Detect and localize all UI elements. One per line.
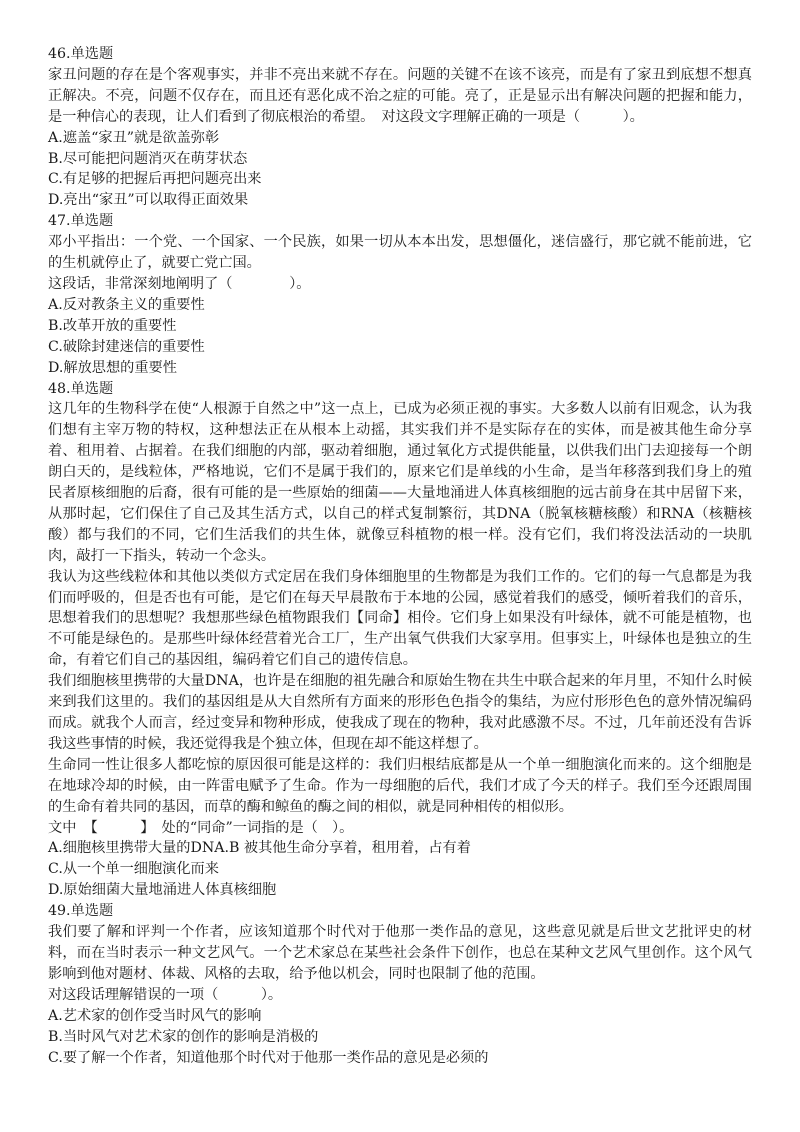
question-prompt: 这段话，非常深刻地阐明了（ ）。 <box>48 275 311 292</box>
passage-paragraph-1: 这几年的生物科学在使“人根源于自然之中”这一点上，已成为必须正视的事实。大多数人以前有旧观念，认为我们想有主宰万物的特权，这种想法正在从根本上动摇，其实我们并不是实际存在的实体，而是被其他生命分享着、租用着、占据着。在我们细胞的内部，驱动着细胞，通过氧化方式提供能量，以供我们出门去迎接每一个朗朗白天的，是线粒体，严格地说，它们不是属于我们的，原来它们是单线的小生命，是当年移落到我们身上的殖民者原核细胞的后裔，很有可能的是一些原始的细菌——大量地涌进人体真核细胞的远古前身在其中居留下来，从那时起，它们保住了自己及其生活方式，以自己的样式复制繁衍，其DNA（脱氧核糖核酸）和RNA（核糖核酸）都与我们的不同，它们生活我们的共生体，就像豆科植物的根一样。没有它们，我们将没法活动的一块肌肉，敲打一下指头，转动一个念头。 <box>48 401 752 564</box>
option-c: C.要了解一个作者，知道他那个时代对于他那一类作品的意见是必须的 <box>48 1049 489 1066</box>
passage-paragraph-3: 我们细胞核里携带的大量DNA，也许是在细胞的祖先融合和原始生物在共生中联合起来的年月里，不知什么时候来到我们这里的。我们的基因组是从大自然所有方面来的形形色色指令的集结，为应付形形色色的意外情况编码而成。就我个人而言，经过变异和物种形成，使我成了现在的物种，我对此感激不尽。不过，几年前还没有告诉我这些事情的时候，我还觉得我是个独立体，但现在却不能这样想了。 <box>48 673 752 752</box>
question-stem: 我们要了解和评判一个作者，应该知道那个时代对于他那一类作品的意见，这些意见就是后世文艺批评史的材料，而在当时表示一种文艺风气。一个艺术家总在某些社会条件下创作，也总在某种文艺风气里创作。这个风气影响到他对题材、体裁、风格的去取，给予他以机会，同时也限制了他的范围。 <box>48 924 752 982</box>
option-d: D.解放思想的重要性 <box>48 359 177 376</box>
passage-paragraph-4: 生命同一性让很多人都吃惊的原因很可能是这样的：我们归根结底都是从一个单一细胞演化而来的。这个细胞是在地球冷却的时候，由一阵雷电赋予了生命。作为一母细胞的后代，我们才成了今天的样子。我们至今还跟周围的生命有着共同的基因，而草的酶和鲸鱼的酶之间的相似，就是同种相传的相似形。 <box>48 756 752 815</box>
question-48 <box>48 379 752 902</box>
question-header: 46.单选题 <box>48 46 114 62</box>
question-header: 47.单选题 <box>48 213 114 230</box>
question-stem: 邓小平指出：一个党、一个国家、一个民族，如果一切从本本出发，思想僵化，迷信盛行，那它就不能前进，它的生机就停止了，就要亡党亡国。 <box>48 234 752 272</box>
option-a: A.遮盖“家丑”就是欲盖弥彰 <box>48 129 220 146</box>
option-b: B.尽可能把问题消灭在萌芽状态 <box>48 150 248 167</box>
passage-paragraph-2: 我认为这些线粒体和其他以类似方式定居在我们身体细胞里的生物都是为我们工作的。它们的每一气息都是为我们而呼吸的，但是否也有可能，是它们在每天早晨散布于本地的公园，感觉着我们的感受，倾听着我们的音乐，思想着我们的思想呢？我想那些绿色植物跟我们【同命】相伶。它们身上如果没有叶绿体，就不可能是植物，也不可能是绿色的。是那些叶绿体经营着光合工厂，生产出氧气供我们大家享用。但事实上，叶绿体也是独立的生命，有着它们自己的基因组，编码着它们自己的遗传信息。 <box>48 568 752 669</box>
question-46 <box>48 44 752 211</box>
option-b: B.当时风气对艺术家的创作的影响是消极的 <box>48 1028 319 1045</box>
question-49 <box>48 901 752 1068</box>
option-d: D.亮出“家丑”可以取得正面效果 <box>48 192 249 209</box>
option-a: A.艺术家的创作受当时风气的影响 <box>48 1007 262 1024</box>
option-d: D.原始细菌大量地涌进人体真核细胞 <box>48 882 277 899</box>
option-a-b: A.细胞核里携带大量的DNA.B 被其他生命分享着，租用着，占有着 <box>48 840 471 857</box>
question-stem: 家丑问题的存在是个客观事实，并非不亮出来就不存在。问题的关键不在该不该亮，而是有了家丑到底想不想真正解决。不亮，问题不仅存在，而且还有恶化成不治之症的可能。亮了，正是显示出有解决问题的把握和能力，是一种信心的表现，让人们看到了彻底根治的希望。 对这段文字理解正确的一项是（ ）。 <box>48 66 752 125</box>
question-header: 48.单选题 <box>48 380 114 397</box>
question-prompt: 对这段话理解错误的一项（ ）。 <box>48 986 283 1003</box>
option-c: C.破除封建迷信的重要性 <box>48 338 205 355</box>
option-a: A.反对教条主义的重要性 <box>48 296 205 313</box>
question-47 <box>48 211 752 378</box>
option-c: C.有足够的把握后再把问题亮出来 <box>48 171 262 188</box>
option-c: C.从一个单一细胞演化而来 <box>48 861 219 878</box>
option-b: B.改革开放的重要性 <box>48 317 177 334</box>
question-prompt: 文中 【 】 处的“同命”一词指的是（ ）。 <box>48 819 354 836</box>
question-header: 49.单选题 <box>48 903 114 920</box>
